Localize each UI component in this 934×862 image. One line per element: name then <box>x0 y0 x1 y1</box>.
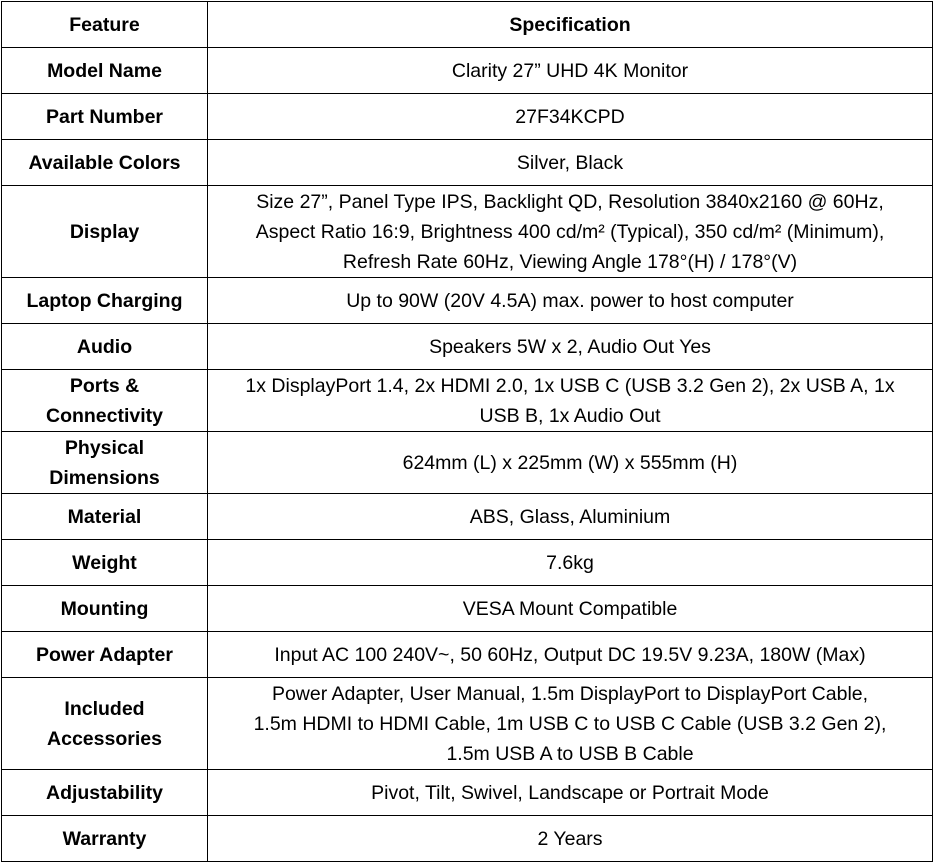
specification-column-header: Specification <box>208 2 933 48</box>
feature-label-line: Adjustability <box>45 781 163 804</box>
feature-label-line: Weight <box>72 551 137 574</box>
feature-label-line: Dimensions <box>49 466 160 489</box>
specification-text-line: Size 27”, Panel Type IPS, Backlight QD, Resolution 3840x2160 @ 60Hz, <box>256 190 884 213</box>
specification-text-line: Pivot, Tilt, Swivel, Landscape or Portrait Mode <box>371 781 769 804</box>
feature-label-line: Part Number <box>45 105 164 128</box>
feature-cell <box>2 186 208 278</box>
feature-cell <box>2 48 208 94</box>
feature-cell <box>2 678 208 770</box>
feature-label-line: Laptop Charging <box>26 289 183 312</box>
specification-text-line: Input AC 100 240V~, 50 60Hz, Output DC 19.5V 9.23A, 180W (Max) <box>274 643 866 666</box>
table-row <box>2 278 933 324</box>
table-row <box>2 632 933 678</box>
specification-text-line: Power Adapter, User Manual, 1.5m DisplayPort to DisplayPort Cable, <box>271 682 869 705</box>
specification-cell <box>208 140 933 186</box>
specification-cell <box>208 816 933 862</box>
table-row <box>2 370 933 432</box>
feature-label-line: Model Name <box>47 59 162 82</box>
table-row <box>2 540 933 586</box>
table-row <box>2 94 933 140</box>
feature-cell <box>2 278 208 324</box>
specification-cell <box>208 186 933 278</box>
feature-cell <box>2 324 208 370</box>
feature-cell <box>2 370 208 432</box>
feature-cell <box>2 432 208 494</box>
table-row <box>2 186 933 278</box>
feature-cell <box>2 94 208 140</box>
feature-label-line: Audio <box>76 335 133 358</box>
specification-cell <box>208 94 933 140</box>
table-row <box>2 324 933 370</box>
feature-label-line: Warranty <box>62 827 147 850</box>
feature-label-line: Physical <box>64 436 145 459</box>
specification-text-line: Speakers 5W x 2, Audio Out Yes <box>429 335 711 358</box>
table-row <box>2 770 933 816</box>
feature-label-line: Material <box>67 505 142 528</box>
feature-label-line: Power Adapter <box>36 643 173 666</box>
specification-cell <box>208 678 933 770</box>
specification-text-line: Refresh Rate 60Hz, Viewing Angle 178°(H) / 178°(V) <box>342 250 798 273</box>
feature-label-line: Ports & <box>69 374 140 397</box>
feature-label-line: Display <box>69 220 140 243</box>
specification-cell <box>208 770 933 816</box>
table-row <box>2 586 933 632</box>
specification-cell <box>208 48 933 94</box>
specification-cell <box>208 632 933 678</box>
specification-cell <box>208 586 933 632</box>
spec-table <box>1 1 933 862</box>
specification-text-line: Aspect Ratio 16:9, Brightness 400 cd/m² (Typical), 350 cd/m² (Minimum), <box>255 220 885 243</box>
feature-label-line: Included <box>64 697 145 720</box>
header-row <box>2 2 933 48</box>
feature-label-line: Accessories <box>47 727 162 750</box>
specification-text-line: 2 Years <box>537 827 603 850</box>
spec-table-body <box>2 48 933 862</box>
specification-text-line: 1x DisplayPort 1.4, 2x HDMI 2.0, 1x USB C (USB 3.2 Gen 2), 2x USB A, 1x <box>245 374 895 397</box>
specification-text-line: 1.5m HDMI to HDMI Cable, 1m USB C to USB C Cable (USB 3.2 Gen 2), <box>253 712 887 735</box>
specification-text-line: 624mm (L) x 225mm (W) x 555mm (H) <box>402 451 738 474</box>
feature-cell <box>2 494 208 540</box>
feature-cell <box>2 632 208 678</box>
specification-cell <box>208 370 933 432</box>
specification-text-line: Clarity 27” UHD 4K Monitor <box>451 59 689 82</box>
feature-label-line: Available Colors <box>28 151 181 174</box>
table-row <box>2 48 933 94</box>
table-row <box>2 432 933 494</box>
specification-text-line: 7.6kg <box>546 551 594 574</box>
specification-text-line: 27F34KCPD <box>515 105 625 128</box>
specification-text-line: USB B, 1x Audio Out <box>479 404 661 427</box>
feature-cell <box>2 816 208 862</box>
specification-text-line: 1.5m USB A to USB B Cable <box>446 742 694 765</box>
feature-cell <box>2 586 208 632</box>
specification-cell <box>208 494 933 540</box>
specification-cell <box>208 540 933 586</box>
feature-label-line: Connectivity <box>45 404 164 427</box>
feature-cell <box>2 540 208 586</box>
feature-cell <box>2 140 208 186</box>
specification-cell <box>208 432 933 494</box>
table-row <box>2 140 933 186</box>
specification-text-line: Silver, Black <box>516 151 624 174</box>
specification-text-line: Up to 90W (20V 4.5A) max. power to host computer <box>346 289 794 312</box>
feature-column-header: Feature <box>2 2 208 48</box>
table-row <box>2 816 933 862</box>
specification-text-line: VESA Mount Compatible <box>462 597 678 620</box>
feature-label-line: Mounting <box>60 597 149 620</box>
feature-cell <box>2 770 208 816</box>
specification-cell <box>208 278 933 324</box>
specification-text-line: ABS, Glass, Aluminium <box>469 505 671 528</box>
table-row <box>2 678 933 770</box>
table-row <box>2 494 933 540</box>
specification-cell <box>208 324 933 370</box>
